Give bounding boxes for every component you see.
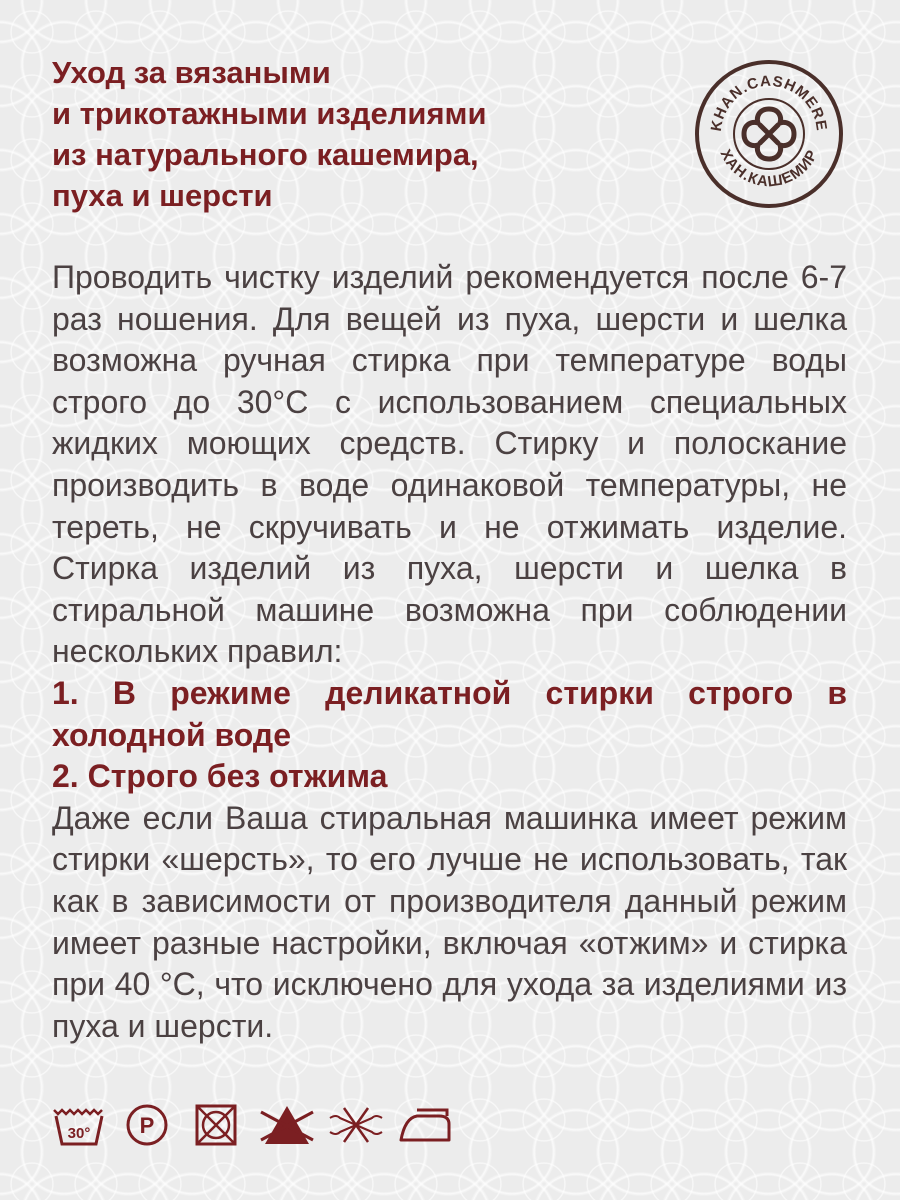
title-line-1: Уход за вязаными bbox=[52, 55, 331, 90]
dry-clean-p-icon bbox=[119, 1100, 179, 1150]
no-bleach-icon bbox=[257, 1100, 317, 1150]
title-line-2: и трикотажными изделиями bbox=[52, 96, 487, 131]
machine-warning-paragraph: Даже если Ваша стиральная машинка имеет режим стирки «шерсть», то его лучше не использовать, так как в зависимости от производителя данный режим имеет разные настройки, включая «отжим» и стирка при 40 °С, что исключено для ухода за изделиями из пуха и шерсти. bbox=[52, 799, 847, 1044]
svg-text:KHAN.CASHMERE bbox=[708, 73, 830, 133]
intro-paragraph: Проводить чистку изделий рекомендуется после 6-7 раз ношения. Для вещей из пуха, шерсти и шелка возможна ручная стирка при температуре воды строго до 30°С с использованием специальных жидких моющих средств. Стирку и полоскание производить в воде одинаковой температуры, не тереть, не скручивать и не отжимать изделие. Стирка изделий из пуха, шерсти и шелка в стиральной машине возможна при соблюдении нескольких правил: bbox=[52, 259, 847, 670]
care-instructions bbox=[52, 257, 847, 1047]
logo-bottom-text: ХАН.КАШЕМИР bbox=[716, 146, 822, 191]
title-line-3: из натурального кашемира, bbox=[52, 137, 479, 172]
rule-delicate-wash: 1. В режиме деликатной стирки строго в холодной воде bbox=[52, 674, 847, 753]
iron-icon bbox=[395, 1100, 455, 1150]
title-line-4: пуха и шерсти bbox=[52, 178, 273, 213]
no-wring-icon bbox=[326, 1100, 386, 1150]
wash-30-icon bbox=[50, 1100, 110, 1150]
dry-clean-label: P bbox=[139, 1113, 155, 1138]
wash-temp-label: 30° bbox=[67, 1125, 91, 1142]
khan-cashmere-logo-icon bbox=[694, 59, 844, 209]
care-symbols bbox=[50, 1100, 470, 1150]
logo-top-text: KHAN.CASHMERE bbox=[707, 72, 831, 133]
no-tumble-dry-icon bbox=[188, 1100, 248, 1150]
page-title bbox=[52, 52, 612, 216]
rule-no-spin: 2. Строго без отжима bbox=[52, 758, 388, 795]
